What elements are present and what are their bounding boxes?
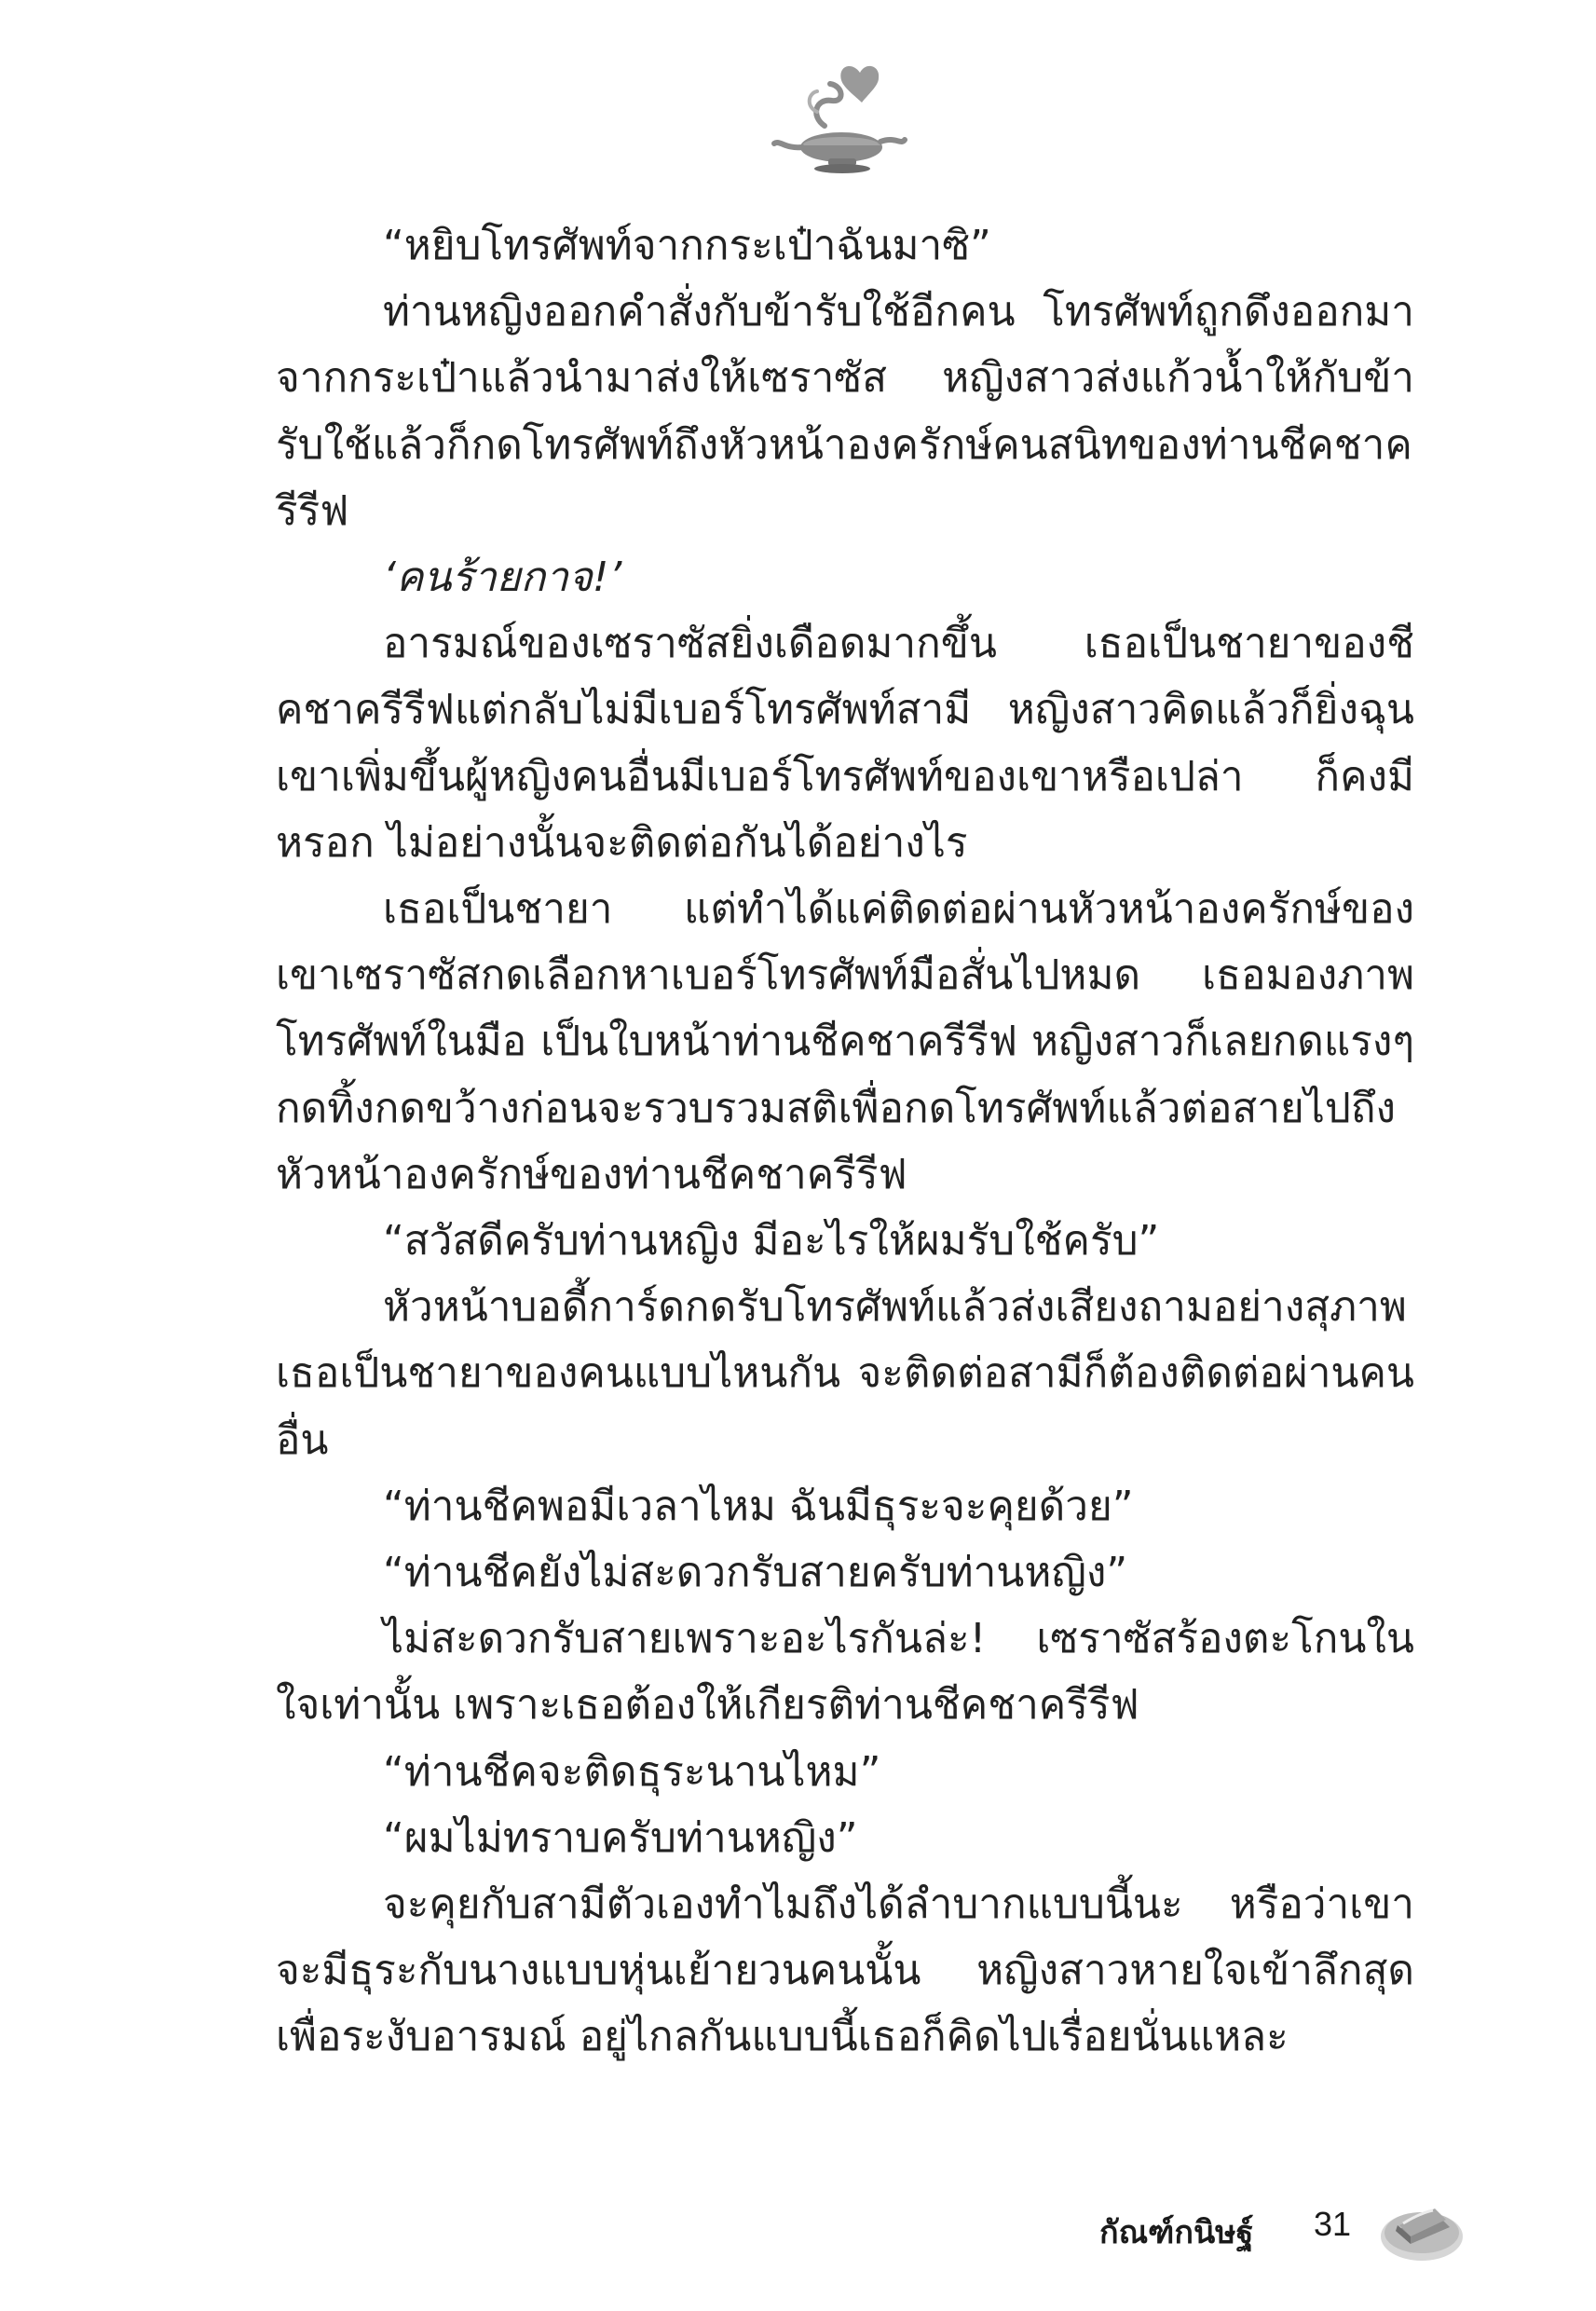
paragraph: ท่านหญิงออกคำสั่งกับข้ารับใช้อีกคน โทรศัพท์ถูกดึงออกมาจากกระเป๋าแล้วนำมาส่งให้เซราซัส หญิงสาวส่งแก้วน้ำให้กับข้ารับใช้แล้วก็กดโทรศัพท์ถึงหัวหน้าองครักษ์คนสนิทของท่านชีคชาครีรีฟ: [276, 288, 1414, 535]
story-text: [276, 212, 1414, 2071]
paragraph: ‘คนร้ายกาจ!’: [383, 554, 622, 602]
paragraph: อารมณ์ของเซราซัสยิ่งเดือดมากขึ้น เธอเป็นชายาของชีคชาครีรีฟแต่กลับไม่มีเบอร์โทรศัพท์สามี หญิงสาวคิดแล้วก็ยิ่งฉุนเขาเพิ่มขึ้นผู้หญิงคนอื่นมีเบอร์โทรศัพท์ของเขาหรือเปล่า ก็คงมีหรอก ไม่อย่างนั้นจะติดต่อกันได้อย่างไร: [276, 620, 1414, 867]
paragraph: หัวหน้าบอดี้การ์ดกดรับโทรศัพท์แล้วส่งเสียงถามอย่างสุภาพเธอเป็นชายาของคนแบบไหนกัน จะติดต่อสามีก็ต้องติดต่อผ่านคนอื่น: [276, 1283, 1414, 1464]
paragraph: “สวัสดีครับท่านหญิง มีอะไรให้ผมรับใช้ครับ”: [383, 1217, 1160, 1265]
genie-lamp-heart-icon: [759, 56, 908, 177]
paragraph: จะคุยกับสามีตัวเองทำไมถึงได้ลำบากแบบนี้นะ หรือว่าเขาจะมีธุระกับนางแบบหุ่นเย้ายวนคนนั้น หญิงสาวหายใจเข้าลึกสุดเพื่อระงับอารมณ์ อยู่ไกลกันแบบนี้เธอก็คิดไปเรื่อยนั่นแหละ: [276, 1880, 1414, 2061]
book-title: กัณฑ์กนิษฐ์: [1099, 2214, 1254, 2251]
page-footer: [1071, 2190, 1472, 2264]
paragraph: “ท่านชีคจะติดธุระนานไหม”: [383, 1747, 881, 1796]
paragraph: “ผมไม่ทราบครับท่านหญิง”: [383, 1813, 858, 1862]
paragraph: เธอเป็นชายา แต่ทำได้แค่ติดต่อผ่านหัวหน้าองครักษ์ของเขาเซราซัสกดเลือกหาเบอร์โทรศัพท์มือสั่นไปหมด เธอมองภาพโทรศัพท์ในมือ เป็นใบหน้าท่านชีคชาครีรีฟ หญิงสาวก็เลยกดแรงๆ กดทิ้งกดขว้างก่อนจะรวบรวมสติเพื่อกดโทรศัพท์แล้วต่อสายไปถึงหัวหน้าองครักษ์ของท่านชีคชาครีรีฟ: [276, 885, 1414, 1198]
cake-slice-icon: [1379, 2190, 1465, 2263]
paragraph: ไม่สะดวกรับสายเพราะอะไรกันล่ะ! เซราซัสร้องตะโกนในใจเท่านั้น เพราะเธอต้องให้เกียรติท่านชีคชาครีรีฟ: [276, 1615, 1414, 1730]
paragraph: “ท่านชีคพอมีเวลาไหม ฉันมีธุระจะคุยด้วย”: [383, 1482, 1134, 1530]
paragraph: “หยิบโทรศัพท์จากกระเป๋าฉันมาซิ”: [383, 222, 991, 269]
page-number: 31: [1314, 2205, 1352, 2243]
paragraph: “ท่านชีคยังไม่สะดวกรับสายครับท่านหญิง”: [383, 1549, 1128, 1597]
